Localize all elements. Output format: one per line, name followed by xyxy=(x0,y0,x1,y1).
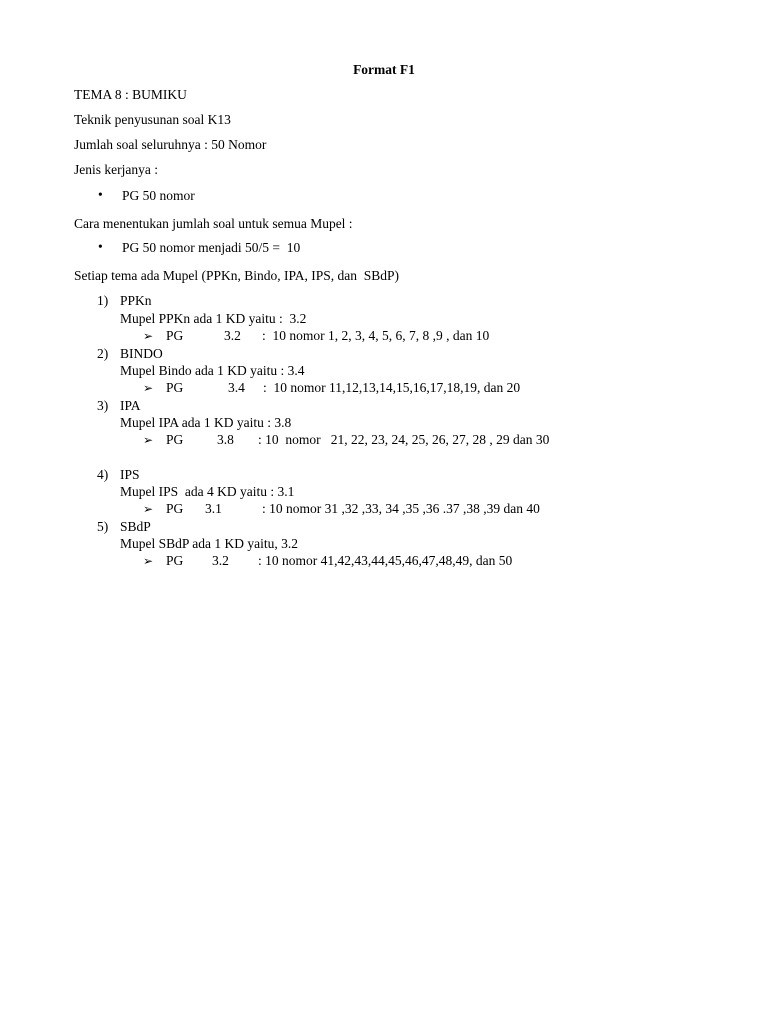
document-title: Format F1 xyxy=(353,62,415,77)
item-pg: PG xyxy=(166,432,184,447)
teknik-line: Teknik penyusunan soal K13 xyxy=(74,112,231,127)
item-detail: : 10 nomor 21, 22, 23, 24, 25, 26, 27, 28 , 29 dan 30 xyxy=(258,432,550,447)
item-detail: : 10 nomor 41,42,43,44,45,46,47,48,49, dan 50 xyxy=(258,553,513,568)
arrow-bullet-icon: ➢ xyxy=(143,502,154,516)
item-number: 1) xyxy=(97,293,109,308)
item-number: 4) xyxy=(97,467,109,482)
item-name: PPKn xyxy=(120,293,152,308)
item-pg: PG xyxy=(166,380,184,395)
item-detail: : 10 nomor 31 ,32 ,33, 34 ,35 ,36 .37 ,38 ,39 dan 40 xyxy=(262,501,540,516)
item-kd: 3.1 xyxy=(205,501,222,516)
item-desc: Mupel IPS ada 4 KD yaitu : 3.1 xyxy=(120,484,295,499)
setiap-line: Setiap tema ada Mupel (PPKn, Bindo, IPA, IPS, dan SBdP) xyxy=(74,268,400,283)
cara-line: Cara menentukan jumlah soal untuk semua Mupel : xyxy=(74,216,353,231)
item-pg: PG xyxy=(166,553,184,568)
item-number: 2) xyxy=(97,346,109,361)
item-name: BINDO xyxy=(120,346,163,361)
item-desc: Mupel PPKn ada 1 KD yaitu : 3.2 xyxy=(120,311,307,326)
item-kd: 3.4 xyxy=(228,380,245,395)
item-kd: 3.8 xyxy=(217,432,234,447)
jenis-line: Jenis kerjanya : xyxy=(74,162,158,177)
item-number: 3) xyxy=(97,398,109,413)
item-number: 5) xyxy=(97,519,109,534)
tema-line: TEMA 8 : BUMIKU xyxy=(74,87,187,102)
jumlah-line: Jumlah soal seluruhnya : 50 Nomor xyxy=(74,137,267,152)
bullet-icon: • xyxy=(98,187,103,202)
arrow-bullet-icon: ➢ xyxy=(143,329,154,343)
item-name: IPA xyxy=(120,398,141,413)
item-desc: Mupel IPA ada 1 KD yaitu : 3.8 xyxy=(120,415,292,430)
item-kd: 3.2 xyxy=(212,553,229,568)
arrow-bullet-icon: ➢ xyxy=(143,554,154,568)
arrow-bullet-icon: ➢ xyxy=(143,381,154,395)
item-desc: Mupel SBdP ada 1 KD yaitu, 3.2 xyxy=(120,536,298,551)
item-detail: : 10 nomor 1, 2, 3, 4, 5, 6, 7, 8 ,9 , dan 10 xyxy=(262,328,490,343)
cara-bullet-text: PG 50 nomor menjadi 50/5 = 10 xyxy=(122,240,301,255)
item-name: IPS xyxy=(120,467,140,482)
item-pg: PG xyxy=(166,328,184,343)
bullet-icon: • xyxy=(98,239,103,254)
jenis-bullet-text: PG 50 nomor xyxy=(122,188,195,203)
item-kd: 3.2 xyxy=(224,328,241,343)
arrow-bullet-icon: ➢ xyxy=(143,433,154,447)
item-desc: Mupel Bindo ada 1 KD yaitu : 3.4 xyxy=(120,363,305,378)
item-name: SBdP xyxy=(120,519,151,534)
item-detail: : 10 nomor 11,12,13,14,15,16,17,18,19, dan 20 xyxy=(263,380,521,395)
item-pg: PG xyxy=(166,501,184,516)
